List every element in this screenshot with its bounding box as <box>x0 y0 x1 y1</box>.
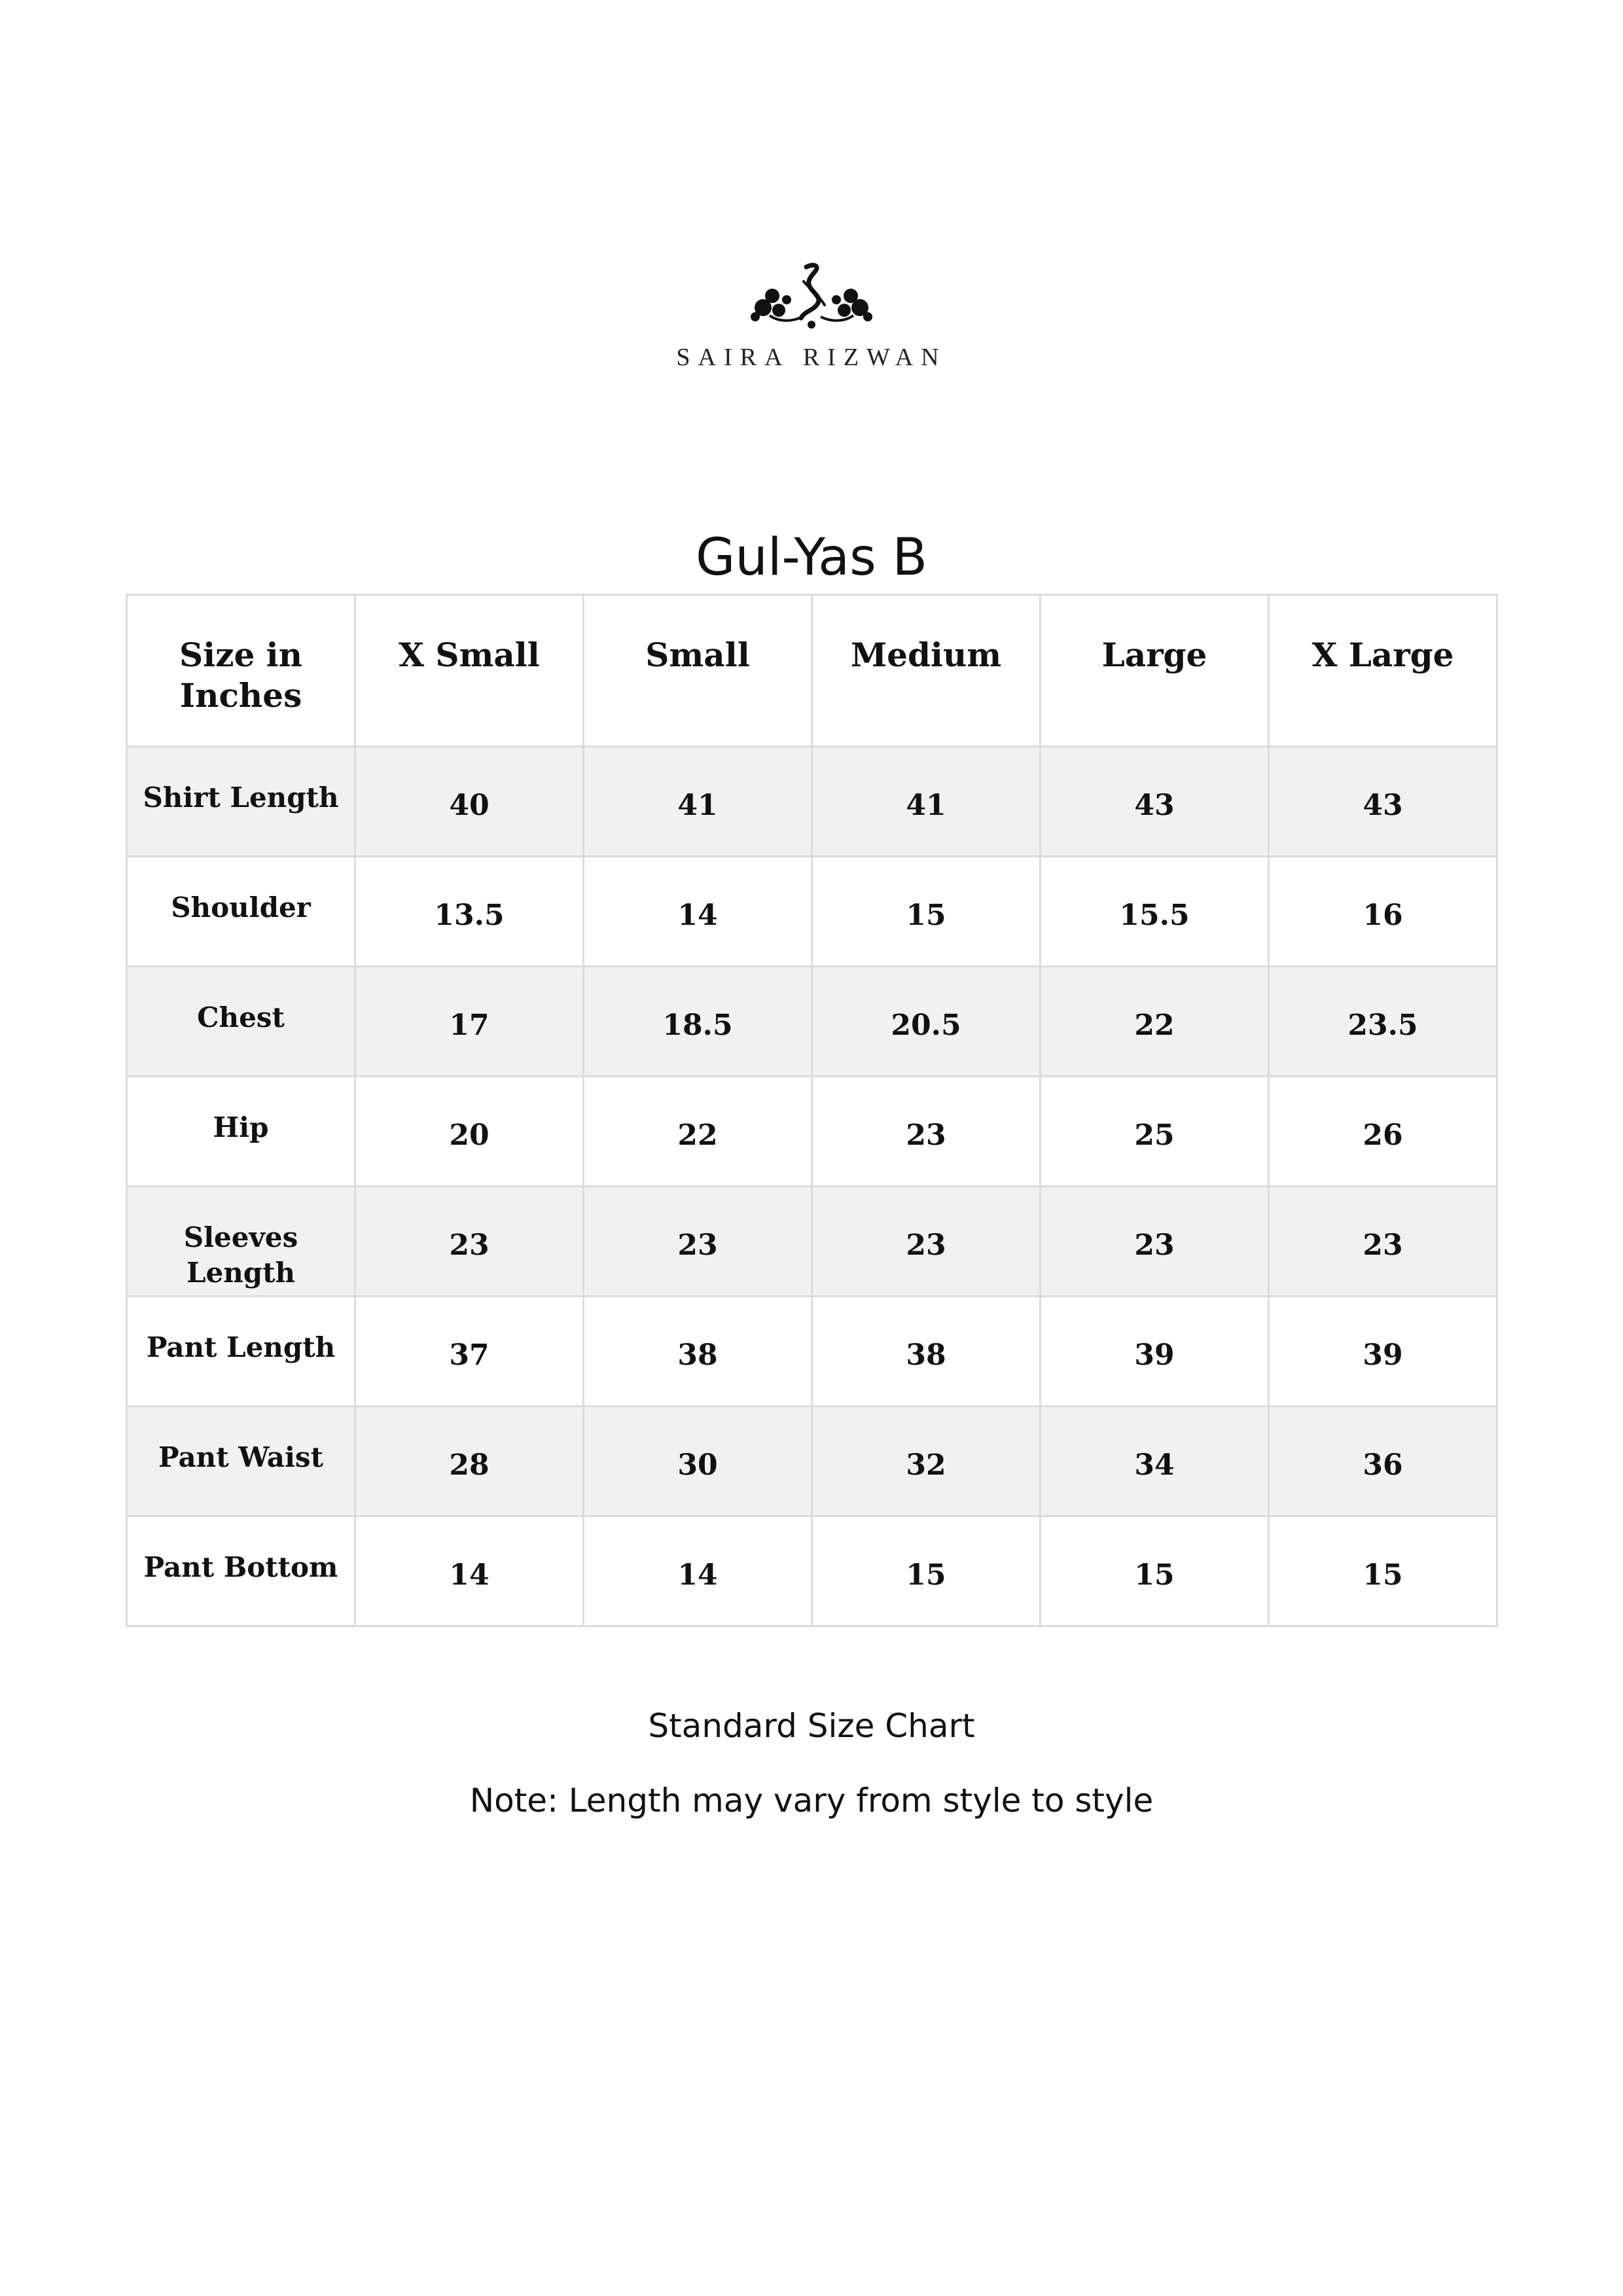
table-cell: 20.5 <box>812 967 1041 1077</box>
table-cell: 38 <box>584 1297 812 1407</box>
table-row <box>127 1187 1497 1297</box>
row-label: Shirt Length <box>127 747 355 857</box>
table-cell: 23 <box>812 1187 1041 1297</box>
table-cell: 14 <box>584 1516 812 1626</box>
row-label: Chest <box>127 967 355 1077</box>
length-note: Note: Length may vary from style to style <box>469 1782 1154 1820</box>
table-cell: 22 <box>1041 967 1269 1077</box>
table-row <box>127 747 1497 857</box>
row-label: Pant Waist <box>127 1407 355 1516</box>
column-header: Medium <box>812 595 1041 747</box>
table-cell: 20 <box>355 1077 584 1187</box>
table-cell: 14 <box>355 1516 584 1626</box>
row-label: Shoulder <box>127 857 355 967</box>
table-cell: 43 <box>1269 747 1497 857</box>
table-cell: 23 <box>812 1077 1041 1187</box>
table-cell: 23.5 <box>1269 967 1497 1077</box>
table-cell: 16 <box>1269 857 1497 967</box>
table-cell: 34 <box>1041 1407 1269 1516</box>
table-cell: 37 <box>355 1297 584 1407</box>
brand-name: SAIRA RIZWAN <box>676 344 947 371</box>
table-row <box>127 1407 1497 1516</box>
table-cell: 32 <box>812 1407 1041 1516</box>
table-cell: 26 <box>1269 1077 1497 1187</box>
table-cell: 18.5 <box>584 967 812 1077</box>
table-cell: 23 <box>1041 1187 1269 1297</box>
table-cell: 15 <box>812 1516 1041 1626</box>
table-row <box>127 1077 1497 1187</box>
table-cell: 23 <box>355 1187 584 1297</box>
table-cell: 25 <box>1041 1077 1269 1187</box>
row-label: Sleeves Length <box>127 1187 355 1297</box>
table-cell: 43 <box>1041 747 1269 857</box>
table-header-row <box>127 595 1497 747</box>
row-label: Hip <box>127 1077 355 1187</box>
chart-caption: Standard Size Chart <box>648 1707 975 1745</box>
table-cell: 13.5 <box>355 857 584 967</box>
table-cell: 28 <box>355 1407 584 1516</box>
table-cell: 17 <box>355 967 584 1077</box>
table-row <box>127 1516 1497 1626</box>
table-cell: 40 <box>355 747 584 857</box>
page-title: Gul-Yas B <box>695 528 928 588</box>
table-cell: 23 <box>584 1187 812 1297</box>
table-cell: 15 <box>1269 1516 1497 1626</box>
table-row <box>127 857 1497 967</box>
table-cell: 15 <box>812 857 1041 967</box>
column-header: Large <box>1041 595 1269 747</box>
column-header: X Small <box>355 595 584 747</box>
table-row <box>127 967 1497 1077</box>
corner-header: Size in Inches <box>127 595 355 747</box>
floral-monogram-icon <box>746 262 877 334</box>
brand-logo <box>0 262 1623 372</box>
row-label: Pant Length <box>127 1297 355 1407</box>
column-header: Small <box>584 595 812 747</box>
size-chart-table <box>126 594 1498 1627</box>
table-cell: 36 <box>1269 1407 1497 1516</box>
row-label: Pant Bottom <box>127 1516 355 1626</box>
table-cell: 41 <box>812 747 1041 857</box>
table-cell: 14 <box>584 857 812 967</box>
table-cell: 41 <box>584 747 812 857</box>
table-cell: 15.5 <box>1041 857 1269 967</box>
table-cell: 22 <box>584 1077 812 1187</box>
table-cell: 38 <box>812 1297 1041 1407</box>
column-header: X Large <box>1269 595 1497 747</box>
table-cell: 15 <box>1041 1516 1269 1626</box>
table-cell: 23 <box>1269 1187 1497 1297</box>
table-cell: 39 <box>1269 1297 1497 1407</box>
table-row <box>127 1297 1497 1407</box>
table-cell: 30 <box>584 1407 812 1516</box>
table-cell: 39 <box>1041 1297 1269 1407</box>
